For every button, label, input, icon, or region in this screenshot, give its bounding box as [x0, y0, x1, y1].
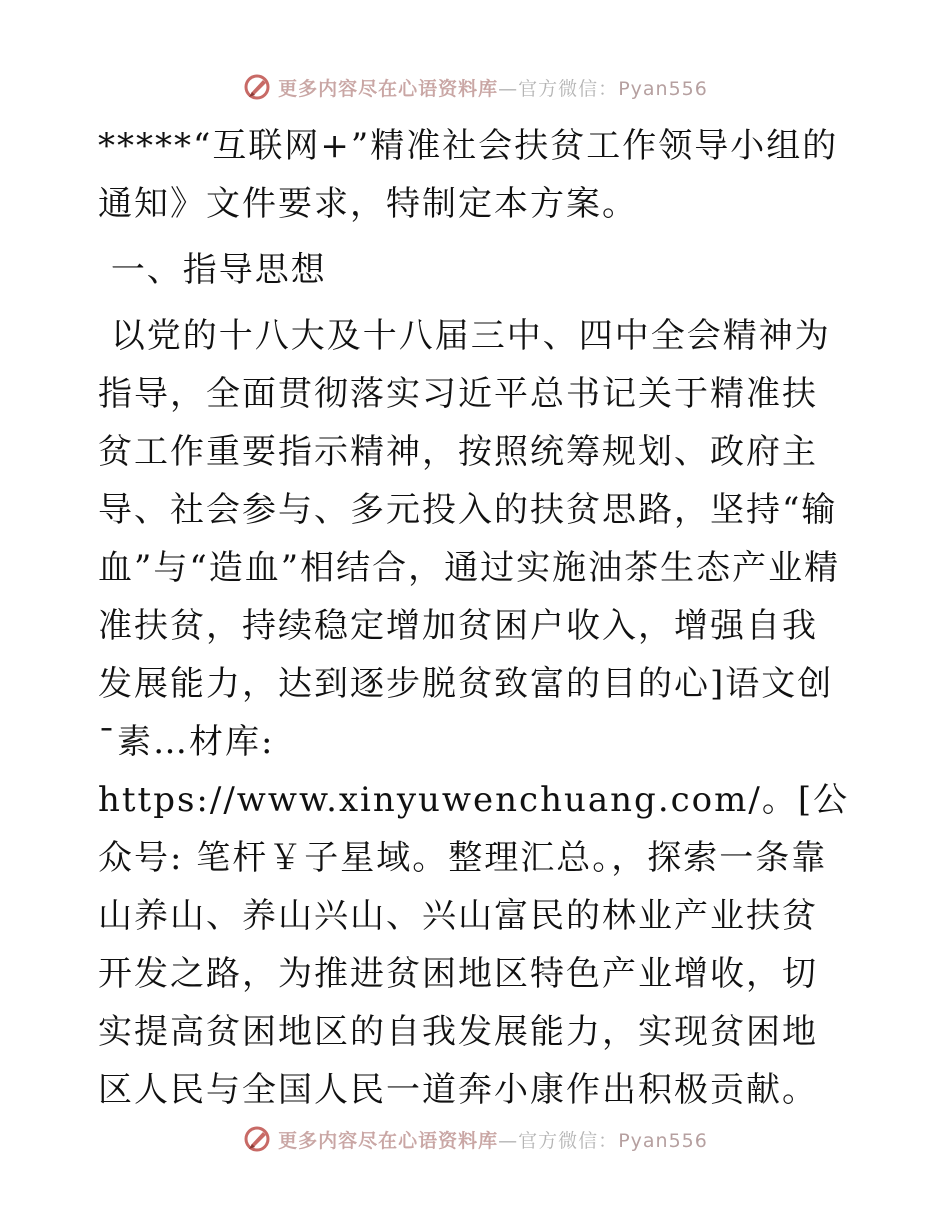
intro-paragraph: *****“互联网+”精准社会扶贫工作领导小组的通知》文件要求，特制定本方案。: [98, 126, 839, 224]
watermark-account: Pyan556: [618, 77, 708, 100]
header-watermark: [0, 72, 950, 102]
document-body: [98, 117, 850, 1119]
section-heading: 一、指导思想: [98, 250, 327, 290]
watermark-wechat-label: 官方微信：: [518, 1129, 619, 1152]
watermark-separator: —: [498, 1129, 519, 1152]
guiding-ideology-paragraph: 以党的十八大及十八届三中、四中全会精神为指导，全面贯彻落实习近平总书记关于精准扶贫工作重要指示精神，按照统筹规划、政府主导、社会参与、多元投入的扶贫思路，坚持“输血”与“造血”相结合，通过实施油茶生态产业精准扶贫，持续稳定增加贫困户收入，增强自我发展能力，达到逐步脱贫致富的目的心]语文创¯素…材库: https://www.xinyuwenchuang.com/。[公众号: 笔杆￥子星域。整理汇总。，探索一条靠山养山、养山兴山、兴山富民的林业产业扶贫开发之路，为推进贫困地区特色产业增收，切实提高贫困地区的自我发展能力，实现贫困地区人民与全国人民一道奔小康作出积极贡献。: [98, 316, 850, 1110]
watermark-brand: 更多内容尽在心语资料库: [278, 77, 499, 100]
watermark-text: [278, 1126, 708, 1153]
watermark-text: [278, 74, 708, 101]
footer-watermark: [0, 1124, 950, 1154]
pen-logo-icon: [242, 1124, 272, 1154]
watermark-separator: —: [498, 77, 519, 100]
watermark-brand: 更多内容尽在心语资料库: [278, 1129, 499, 1152]
watermark-account: Pyan556: [618, 1129, 708, 1152]
watermark-wechat-label: 官方微信：: [518, 77, 619, 100]
pen-logo-icon: [242, 72, 272, 102]
